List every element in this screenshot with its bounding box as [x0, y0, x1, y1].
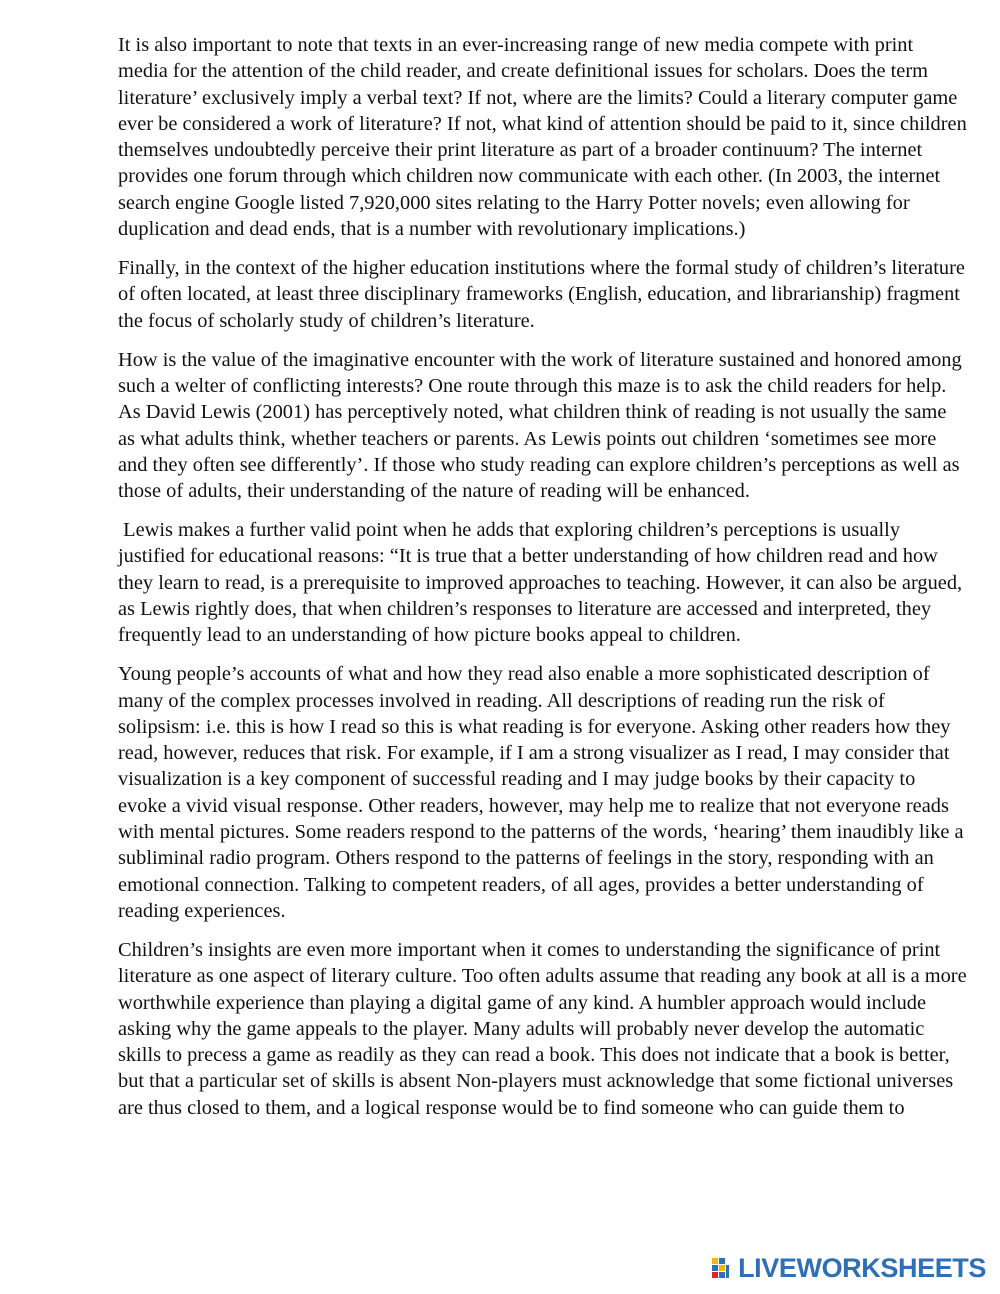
paragraph-1: It is also important to note that texts in an ever-increasing range of new media compete with print media for the attention of the child reader, and create definitional issues for scholars. Does the term literature’ exclusively imply a verbal text? If not, where are the limits? Could a literary computer game ever be considered a work of literature? If not, what kind of attention should be paid to it, since children themselves undoubtedly perceive their print literature as part of a broader continuum? The internet provides one forum through which children now communicate with each other. (In 2003, the internet search engine Google listed 7,920,000 sites relating to the Harry Potter novels; even allowing for duplication and dead ends, that is a number with revolutionary implications.) — [118, 34, 972, 241]
paragraph-2: Finally, in the context of the higher education institutions where the formal study of children’s literature of often located, at least three disciplinary frameworks (English, education, and librarianship) fragment the focus of scholarly study of children’s literature. — [118, 257, 971, 332]
paragraph-3: How is the value of the imaginative encounter with the work of literature sustained and honored among such a welter of conflicting interests? One route through this maze is to ask the child readers for help. As David Lewis (2001) has perceptively noted, what children think of reading is not usually the same as what adults think, whether teachers or parents. As Lewis points out children ‘sometimes see more and they often see differently’. If those who study reading can explore children’s perceptions as well as those of adults, their understanding of the nature of reading will be enhanced. — [118, 348, 967, 503]
paragraph-5: Young people’s accounts of what and how they read also enable a more sophisticated description of many of the complex processes involved in reading. All descriptions of reading run the risk of solipsism: i.e. this is how I read so this is what reading is for everyone. Asking other readers how they read, however, reduces that risk. For example, if I am a strong visualizer as I read, I may consider that visualization is a key component of successful reading and I may judge books by their capacity to evoke a vivid visual response. Other readers, however, may help me to realize that not everyone reads with mental pictures. Some readers respond to the patterns of the words, ‘hearing’ them inaudibly like a subliminal radio program. Others respond to the patterns of feelings in the story, responding with an emotional connection. Talking to competent readers, of all ages, provides a better understanding of reading experiences. — [118, 663, 969, 922]
liveworksheets-logo-icon — [711, 1256, 735, 1280]
liveworksheets-logo-text: LIVEWORKSHEETS — [738, 1253, 986, 1283]
paragraph-4: Lewis makes a further valid point when he adds that exploring children’s perceptions is usually justified for educational reasons: “It is true that a better understanding of how children read and how they learn to read, is a prerequisite to improved approaches to teaching. However, it can also be argued, as Lewis rightly does, that when children’s responses to literature are accessed and interpreted, they frequently lead to an understanding of how picture books appeal to children. — [118, 519, 968, 647]
document-body — [118, 32, 972, 1134]
paragraph-6: Children’s insights are even more important when it comes to understanding the significance of print literature as one aspect of literary culture. Too often adults assume that reading any book at all is a more worthwhile experience than playing a digital game of any kind. A humbler approach would include asking why the game appeals to the player. Many adults will probably never develop the automatic skills to precess a game as readily as they can read a book. This does not indicate that a book is better, but that a particular set of skills is absent Non-players must acknowledge that some fictional universes are thus closed to them, and a logical response would be to find someone who can guide them to — [118, 938, 972, 1119]
liveworksheets-logo[interactable] — [711, 1252, 986, 1284]
